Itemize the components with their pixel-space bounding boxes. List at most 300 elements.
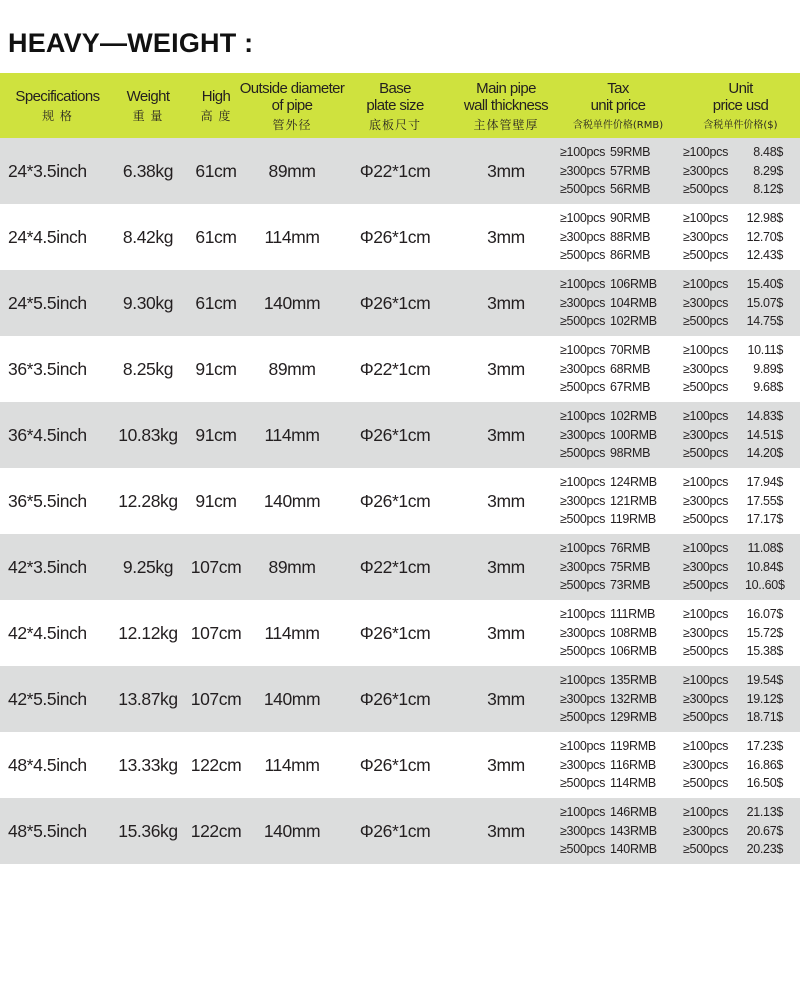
price-usd-cell xyxy=(681,204,800,270)
table-row xyxy=(0,336,800,402)
spec-cell: 48*4.5inch xyxy=(8,754,87,775)
tier-price: 67RMB xyxy=(610,380,651,395)
tier-price: 19.54$ xyxy=(746,673,783,688)
height-cell: 91cm xyxy=(195,358,237,379)
tier-quantity: ≥100pcs xyxy=(560,607,606,622)
tier-price: 88RMB xyxy=(610,229,651,244)
tier-quantity: ≥300pcs xyxy=(560,361,606,376)
header-label-cn: 底板尺寸 xyxy=(368,117,421,132)
tier-quantity: ≥300pcs xyxy=(560,295,606,310)
price-tier xyxy=(560,492,657,511)
tier-price: 8.29$ xyxy=(753,163,783,178)
tier-quantity: ≥500pcs xyxy=(683,710,729,725)
tier-price: 106RMB xyxy=(610,277,657,292)
height-cell: 61cm xyxy=(195,292,237,313)
header-label-cn: 管外径 xyxy=(272,117,312,132)
height-cell: 107cm xyxy=(190,556,242,577)
header-label-cn: 含税单件价格($) xyxy=(703,119,778,131)
tier-quantity: ≥500pcs xyxy=(560,446,606,461)
tier-quantity: ≥100pcs xyxy=(560,475,606,490)
header-specifications xyxy=(0,73,115,138)
tier-quantity: ≥300pcs xyxy=(683,163,729,178)
price-rmb-cell xyxy=(555,666,681,732)
tier-quantity: ≥100pcs xyxy=(683,541,729,556)
tier-quantity: ≥500pcs xyxy=(683,248,729,263)
tier-quantity: ≥500pcs xyxy=(683,644,729,659)
price-usd-cell xyxy=(681,402,800,468)
price-tier xyxy=(683,492,783,511)
price-tier xyxy=(560,473,657,492)
price-tier xyxy=(560,407,657,426)
tier-quantity: ≥100pcs xyxy=(560,145,606,160)
wall-thickness-cell: 3mm xyxy=(487,226,525,247)
wall-thickness-cell: 3mm xyxy=(487,490,525,511)
tier-quantity: ≥500pcs xyxy=(560,182,606,197)
weight-cell: 10.83kg xyxy=(118,424,178,445)
weight-cell: 8.42kg xyxy=(122,226,174,247)
price-tier xyxy=(560,143,650,162)
tier-quantity: ≥500pcs xyxy=(683,512,729,527)
tier-price: 17.17$ xyxy=(746,512,783,527)
tier-price: 114RMB xyxy=(610,776,656,791)
price-tier xyxy=(683,576,783,595)
height-cell: 61cm xyxy=(195,160,237,181)
height-cell: 61cm xyxy=(195,226,237,247)
tier-price: 90RMB xyxy=(610,211,651,226)
price-tier xyxy=(560,605,657,624)
tier-quantity: ≥300pcs xyxy=(560,427,606,442)
tier-price: 121RMB xyxy=(610,493,657,508)
height-cell: 91cm xyxy=(195,424,237,445)
weight-cell: 12.28kg xyxy=(118,490,178,511)
outside-diameter-cell: 140mm xyxy=(263,820,321,841)
header-label-cn: 含税单件价格(RMB) xyxy=(572,119,664,131)
tier-price: 140RMB xyxy=(610,842,657,857)
tier-price: 15.38$ xyxy=(746,644,783,659)
tier-quantity: ≥300pcs xyxy=(560,691,606,706)
spec-cell: 42*3.5inch xyxy=(8,556,87,577)
price-rmb-cell xyxy=(555,732,681,798)
weight-cell: 8.25kg xyxy=(122,358,174,379)
price-tier xyxy=(683,312,783,331)
price-tier xyxy=(683,426,783,445)
tier-price: 18.71$ xyxy=(746,710,783,725)
wall-thickness-cell: 3mm xyxy=(487,556,525,577)
height-cell: 91cm xyxy=(195,490,237,511)
header-label-cn: 高 度 xyxy=(200,109,232,123)
base-plate-cell: Φ26*1cm xyxy=(359,292,431,313)
wall-thickness-cell: 3mm xyxy=(487,820,525,841)
price-tier xyxy=(560,444,657,463)
height-cell: 107cm xyxy=(190,622,242,643)
tier-price: 104RMB xyxy=(610,295,657,310)
price-tier xyxy=(560,360,650,379)
tier-price: 14.75$ xyxy=(746,314,783,329)
tier-price: 132RMB xyxy=(610,691,657,706)
tier-price: 119RMB xyxy=(610,739,656,754)
header-label-cn: 主体管壁厚 xyxy=(473,117,539,132)
header-outside-diameter xyxy=(239,73,345,138)
base-plate-cell: Φ26*1cm xyxy=(359,226,431,247)
base-plate-cell: Φ26*1cm xyxy=(359,688,431,709)
price-tier xyxy=(560,737,656,756)
tier-quantity: ≥100pcs xyxy=(683,475,729,490)
price-rmb-cell xyxy=(555,204,681,270)
price-usd-cell xyxy=(681,468,800,534)
tier-quantity: ≥100pcs xyxy=(560,541,606,556)
tier-quantity: ≥500pcs xyxy=(560,314,606,329)
outside-diameter-cell: 140mm xyxy=(263,490,321,511)
tier-price: 9.68$ xyxy=(753,380,783,395)
tier-quantity: ≥500pcs xyxy=(560,512,606,527)
header-label-en: Base xyxy=(379,79,411,97)
tier-quantity: ≥300pcs xyxy=(560,163,606,178)
table-row xyxy=(0,666,800,732)
outside-diameter-cell: 140mm xyxy=(263,688,321,709)
tier-price: 10.11$ xyxy=(747,343,783,358)
height-cell: 122cm xyxy=(190,754,242,775)
price-tier xyxy=(560,708,657,727)
price-tier xyxy=(683,162,783,181)
base-plate-cell: Φ22*1cm xyxy=(359,358,431,379)
spec-cell: 48*5.5inch xyxy=(8,820,87,841)
tier-price: 14.51$ xyxy=(746,427,783,442)
tier-price: 106RMB xyxy=(610,644,657,659)
tier-quantity: ≥300pcs xyxy=(683,295,729,310)
price-tier xyxy=(560,312,657,331)
price-tier xyxy=(683,473,783,492)
price-tier xyxy=(560,774,656,793)
price-tier xyxy=(683,624,783,643)
price-tier xyxy=(683,822,783,841)
tier-price: 20.23$ xyxy=(746,842,783,857)
price-tier xyxy=(683,840,783,859)
price-rmb-cell xyxy=(555,138,681,204)
price-tier xyxy=(560,180,650,199)
price-tier xyxy=(683,228,783,247)
outside-diameter-cell: 114mm xyxy=(264,622,320,643)
base-plate-cell: Φ22*1cm xyxy=(359,160,431,181)
spec-cell: 36*4.5inch xyxy=(8,424,87,445)
weight-cell: 6.38kg xyxy=(122,160,174,181)
price-rmb-cell xyxy=(555,270,681,336)
tier-price: 135RMB xyxy=(610,673,657,688)
tier-price: 102RMB xyxy=(610,409,657,424)
price-tier xyxy=(683,690,783,709)
tier-price: 102RMB xyxy=(610,314,657,329)
header-label-en: Main pipe xyxy=(476,79,536,97)
tier-price: 59RMB xyxy=(610,145,651,160)
spec-cell: 42*4.5inch xyxy=(8,622,87,643)
spec-cell: 36*3.5inch xyxy=(8,358,87,379)
table-row xyxy=(0,270,800,336)
price-tier xyxy=(683,671,783,690)
price-usd-cell xyxy=(681,270,800,336)
price-tier xyxy=(683,246,783,265)
tier-quantity: ≥300pcs xyxy=(560,493,606,508)
weight-cell: 9.30kg xyxy=(122,292,174,313)
spec-cell: 24*3.5inch xyxy=(8,160,87,181)
price-tier xyxy=(560,162,650,181)
price-rmb-cell xyxy=(555,336,681,402)
tier-quantity: ≥300pcs xyxy=(560,229,606,244)
spec-cell: 24*5.5inch xyxy=(8,292,87,313)
page-title: HEAVY—WEIGHT : xyxy=(8,28,254,58)
tier-price: 14.83$ xyxy=(746,409,783,424)
price-usd-cell xyxy=(681,138,800,204)
price-tier xyxy=(683,341,783,360)
tier-price: 12.43$ xyxy=(746,248,783,263)
tier-quantity: ≥300pcs xyxy=(560,559,606,574)
tier-price: 124RMB xyxy=(610,475,657,490)
tier-quantity: ≥100pcs xyxy=(683,607,729,622)
outside-diameter-cell: 89mm xyxy=(268,556,316,577)
tier-quantity: ≥500pcs xyxy=(683,776,729,791)
tier-price: 100RMB xyxy=(610,427,657,442)
tier-price: 75RMB xyxy=(610,559,651,574)
header-label-en: Outside diameter xyxy=(239,79,345,97)
tier-price: 10..60$ xyxy=(745,578,785,593)
weight-cell: 15.36kg xyxy=(118,820,178,841)
tier-quantity: ≥300pcs xyxy=(683,559,729,574)
price-tier xyxy=(560,294,657,313)
header-label-cn: 规 格 xyxy=(42,109,73,123)
tier-quantity: ≥300pcs xyxy=(683,427,729,442)
tier-price: 20.67$ xyxy=(746,823,783,838)
header-label-en: plate size xyxy=(366,96,424,114)
price-rmb-cell xyxy=(555,600,681,666)
price-tier xyxy=(560,209,650,228)
tier-price: 143RMB xyxy=(610,823,657,838)
tier-quantity: ≥100pcs xyxy=(560,343,606,358)
price-tier xyxy=(683,708,783,727)
header-wall-thickness xyxy=(457,73,555,138)
header-label-en: price usd xyxy=(712,96,769,114)
price-tier xyxy=(560,756,656,775)
header-label-en: Unit xyxy=(728,79,753,97)
wall-thickness-cell: 3mm xyxy=(487,160,525,181)
price-tier xyxy=(683,143,783,162)
tier-price: 129RMB xyxy=(610,710,657,725)
price-tier xyxy=(683,209,783,228)
weight-cell: 13.87kg xyxy=(118,688,178,709)
tier-quantity: ≥500pcs xyxy=(560,842,606,857)
header-label-cn: 重 量 xyxy=(132,109,164,123)
table-row xyxy=(0,138,800,204)
weight-cell: 12.12kg xyxy=(118,622,178,643)
price-tier xyxy=(560,378,650,397)
tier-quantity: ≥100pcs xyxy=(683,805,729,820)
tier-quantity: ≥300pcs xyxy=(683,361,729,376)
outside-diameter-cell: 114mm xyxy=(264,226,320,247)
header-label-en: wall thickness xyxy=(463,96,549,114)
outside-diameter-cell: 114mm xyxy=(264,754,320,775)
header-base-plate-size xyxy=(333,73,457,138)
tier-price: 68RMB xyxy=(610,361,651,376)
tier-price: 16.86$ xyxy=(746,757,783,772)
tier-price: 8.48$ xyxy=(753,145,783,160)
base-plate-cell: Φ22*1cm xyxy=(359,556,431,577)
tier-quantity: ≥300pcs xyxy=(683,691,729,706)
tier-price: 17.94$ xyxy=(746,475,783,490)
header-label-en: High xyxy=(201,88,231,105)
spec-cell: 24*4.5inch xyxy=(8,226,87,247)
price-tier xyxy=(683,294,783,313)
spec-cell: 42*5.5inch xyxy=(8,688,87,709)
tier-price: 119RMB xyxy=(610,512,656,527)
tier-price: 16.07$ xyxy=(746,607,783,622)
tier-price: 16.50$ xyxy=(746,776,783,791)
price-tier xyxy=(560,426,657,445)
price-tier xyxy=(683,558,783,577)
wall-thickness-cell: 3mm xyxy=(487,358,525,379)
tier-quantity: ≥300pcs xyxy=(683,757,729,772)
price-tier xyxy=(560,822,657,841)
tier-price: 19.12$ xyxy=(746,691,783,706)
price-rmb-cell xyxy=(555,798,681,864)
tier-price: 108RMB xyxy=(610,625,657,640)
tier-price: 8.12$ xyxy=(753,182,783,197)
price-usd-cell xyxy=(681,336,800,402)
tier-price: 15.07$ xyxy=(746,295,783,310)
tier-price: 14.20$ xyxy=(746,446,783,461)
header-unit-price-usd xyxy=(681,73,800,138)
outside-diameter-cell: 89mm xyxy=(268,160,316,181)
tier-quantity: ≥500pcs xyxy=(560,710,606,725)
price-tier xyxy=(683,642,783,661)
table-body xyxy=(0,138,800,864)
table-row xyxy=(0,402,800,468)
weight-cell: 9.25kg xyxy=(122,556,174,577)
tier-quantity: ≥100pcs xyxy=(560,409,606,424)
tier-quantity: ≥500pcs xyxy=(560,248,606,263)
wall-thickness-cell: 3mm xyxy=(487,292,525,313)
price-tier xyxy=(683,605,783,624)
tier-price: 9.89$ xyxy=(753,361,783,376)
tier-quantity: ≥100pcs xyxy=(683,145,729,160)
outside-diameter-cell: 89mm xyxy=(268,358,316,379)
tier-quantity: ≥300pcs xyxy=(560,757,606,772)
price-tier xyxy=(560,642,657,661)
tier-price: 86RMB xyxy=(610,248,651,263)
tier-quantity: ≥100pcs xyxy=(683,673,729,688)
price-tier xyxy=(683,774,783,793)
price-tier xyxy=(683,275,783,294)
wall-thickness-cell: 3mm xyxy=(487,754,525,775)
outside-diameter-cell: 114mm xyxy=(264,424,320,445)
price-usd-cell xyxy=(681,666,800,732)
tier-price: 12.98$ xyxy=(746,211,783,226)
price-tier xyxy=(683,378,783,397)
tier-price: 57RMB xyxy=(610,163,651,178)
table-row xyxy=(0,732,800,798)
header-label-en: Tax xyxy=(607,79,629,97)
price-tier xyxy=(560,341,650,360)
price-tier xyxy=(683,180,783,199)
price-tier xyxy=(560,539,650,558)
header-label-en: Specifications xyxy=(15,88,100,105)
tier-price: 116RMB xyxy=(610,757,656,772)
table-header xyxy=(0,73,800,138)
price-tier xyxy=(683,803,783,822)
tier-quantity: ≥100pcs xyxy=(683,277,729,292)
price-usd-cell xyxy=(681,798,800,864)
tier-quantity: ≥500pcs xyxy=(560,644,606,659)
price-tier xyxy=(560,275,657,294)
tier-price: 17.55$ xyxy=(746,493,783,508)
price-tier xyxy=(560,558,650,577)
wall-thickness-cell: 3mm xyxy=(487,622,525,643)
price-tier xyxy=(560,576,650,595)
tier-quantity: ≥500pcs xyxy=(560,380,606,395)
price-tier xyxy=(683,737,783,756)
tier-quantity: ≥100pcs xyxy=(560,277,606,292)
tier-price: 146RMB xyxy=(610,805,657,820)
tier-price: 56RMB xyxy=(610,182,651,197)
tier-price: 21.13$ xyxy=(746,805,783,820)
base-plate-cell: Φ26*1cm xyxy=(359,820,431,841)
tier-price: 10.84$ xyxy=(746,559,783,574)
tier-price: 11.08$ xyxy=(747,541,783,556)
header-label-en: unit price xyxy=(590,96,646,114)
header-label-en: of pipe xyxy=(271,96,313,114)
price-tier xyxy=(560,510,657,529)
price-tier xyxy=(560,671,657,690)
tier-quantity: ≥100pcs xyxy=(683,409,729,424)
tier-quantity: ≥100pcs xyxy=(683,343,729,358)
height-cell: 107cm xyxy=(190,688,242,709)
price-tier xyxy=(560,803,657,822)
wall-thickness-cell: 3mm xyxy=(487,424,525,445)
header-tax-unit-price xyxy=(555,73,681,138)
table-row xyxy=(0,204,800,270)
tier-quantity: ≥300pcs xyxy=(560,823,606,838)
price-rmb-cell xyxy=(555,534,681,600)
tier-price: 17.23$ xyxy=(746,739,783,754)
price-tier xyxy=(683,407,783,426)
outside-diameter-cell: 140mm xyxy=(263,292,321,313)
tier-quantity: ≥300pcs xyxy=(560,625,606,640)
tier-quantity: ≥500pcs xyxy=(683,578,729,593)
base-plate-cell: Φ26*1cm xyxy=(359,424,431,445)
price-usd-cell xyxy=(681,534,800,600)
tier-quantity: ≥300pcs xyxy=(683,493,729,508)
tier-price: 76RMB xyxy=(610,541,651,556)
price-tier xyxy=(683,756,783,775)
weight-cell: 13.33kg xyxy=(118,754,178,775)
tier-price: 111RMB xyxy=(610,607,655,622)
tier-quantity: ≥500pcs xyxy=(683,380,729,395)
base-plate-cell: Φ26*1cm xyxy=(359,622,431,643)
tier-quantity: ≥100pcs xyxy=(560,673,606,688)
table-row xyxy=(0,468,800,534)
table-row xyxy=(0,534,800,600)
tier-quantity: ≥500pcs xyxy=(683,446,729,461)
price-tier xyxy=(683,360,783,379)
table-row xyxy=(0,600,800,666)
tier-quantity: ≥100pcs xyxy=(560,211,606,226)
tier-price: 73RMB xyxy=(610,578,651,593)
base-plate-cell: Φ26*1cm xyxy=(359,754,431,775)
tier-price: 15.72$ xyxy=(746,625,783,640)
tier-quantity: ≥100pcs xyxy=(683,739,729,754)
price-usd-cell xyxy=(681,600,800,666)
spec-cell: 36*5.5inch xyxy=(8,490,87,511)
table-row xyxy=(0,798,800,864)
tier-price: 98RMB xyxy=(610,446,651,461)
price-tier xyxy=(683,510,783,529)
tier-price: 70RMB xyxy=(610,343,651,358)
